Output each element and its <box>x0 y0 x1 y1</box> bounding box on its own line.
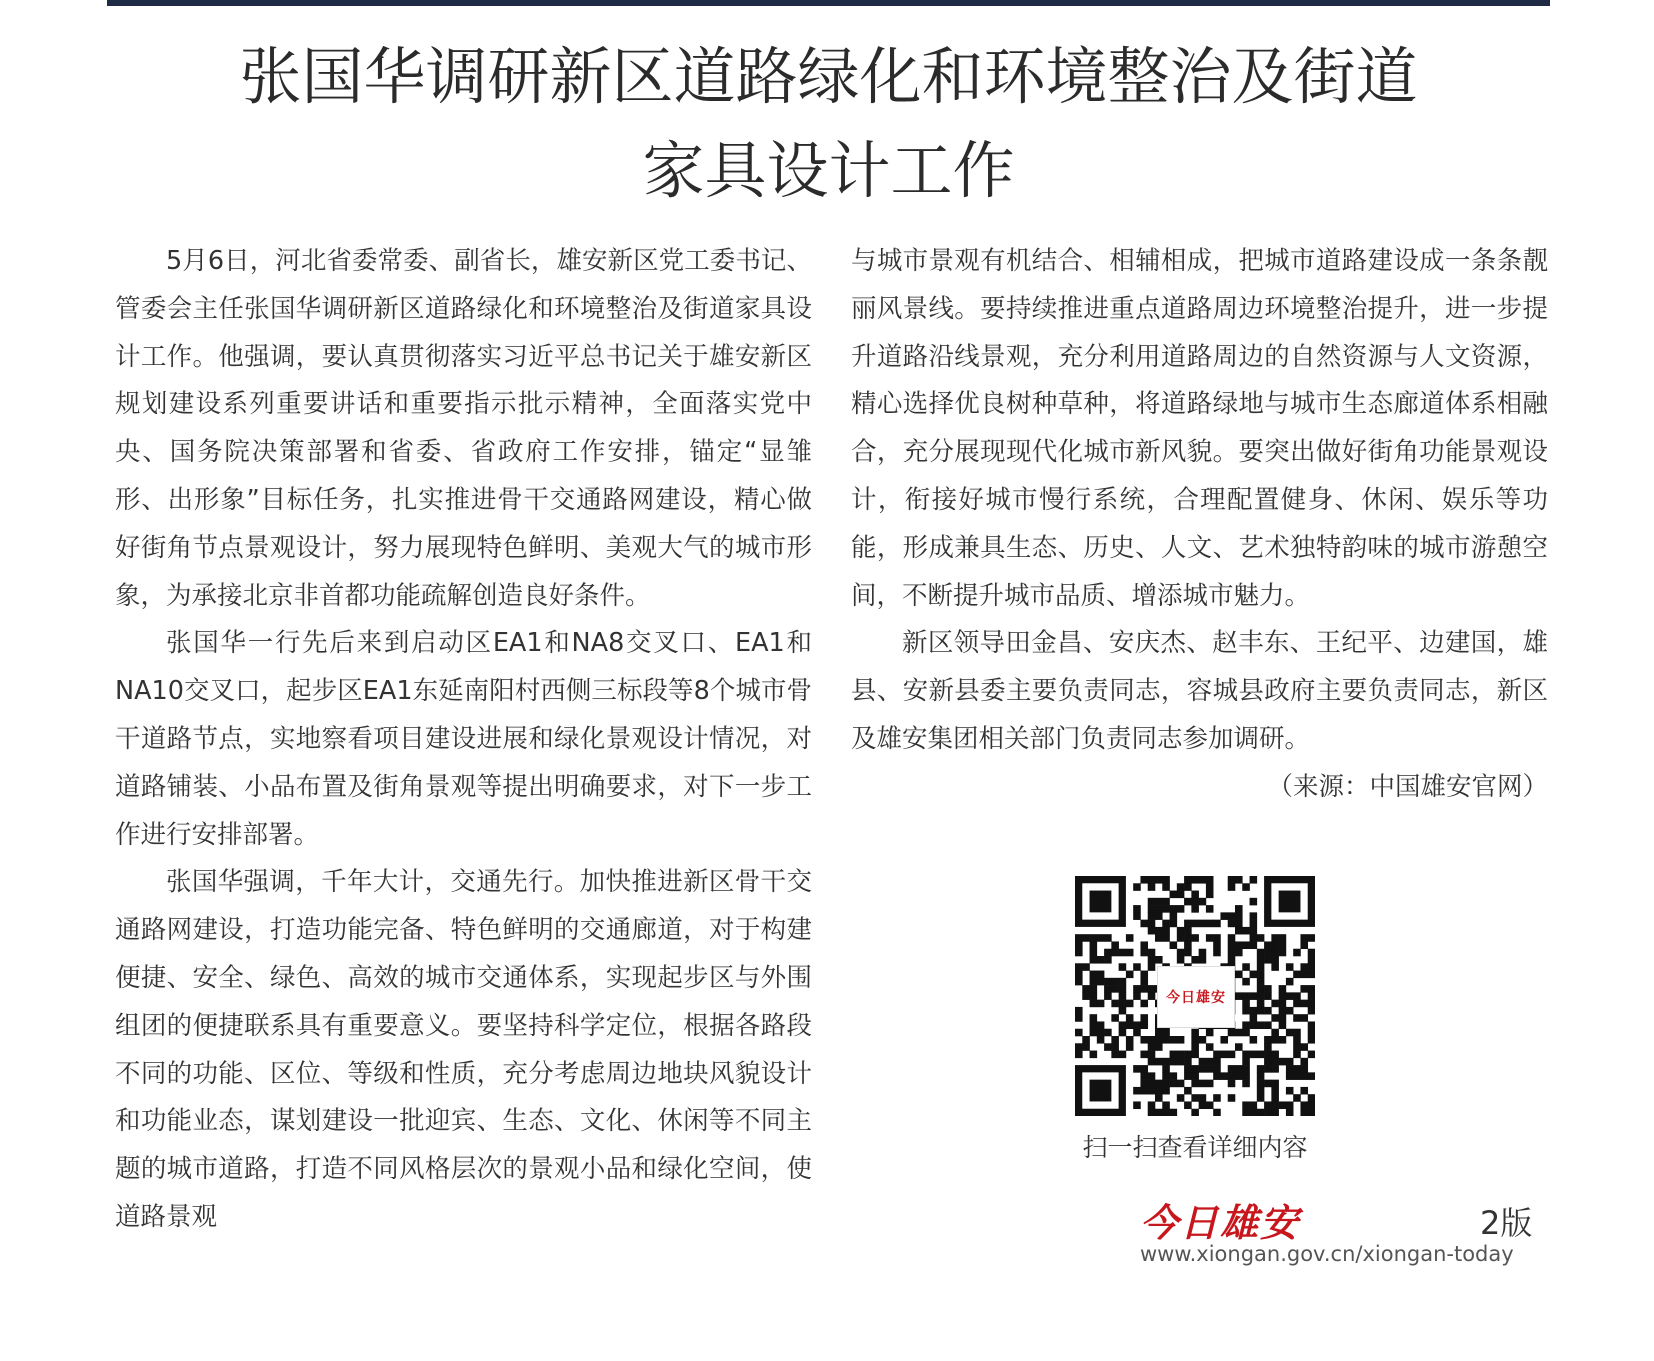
qr-center-logo: 今日雄安 <box>1157 966 1235 1028</box>
paragraph-4: 新区领导田金昌、安庆杰、赵丰东、王纪平、边建国，雄县、安新县委主要负责同志，容城县政府主要负责同志，新区及雄安集团相关部门负责同志参加调研。 <box>851 628 1548 754</box>
headline <box>107 30 1550 218</box>
qr-code[interactable] <box>1075 876 1315 1116</box>
paragraph-3-continued: 与城市景观有机结合、相辅相成，把城市道路建设成一条条靓丽风景线。要持续推进重点道路周边环境整治提升，进一步提升道路沿线景观，充分利用道路周边的自然资源与人文资源，精心选择优良树种草种，将道路绿地与城市生态廊道体系相融合，充分展现现代化城市新风貌。要突出做好街角功能景观设计，衔接好城市慢行系统，合理配置健身、休闲、娱乐等功能，形成兼具生态、历史、人文、艺术独特韵味的城市游憩空间，不断提升城市品质、增添城市魅力。 <box>851 246 1548 611</box>
headline-line-1: 张国华调研新区道路绿化和环境整治及街道 <box>239 40 1418 113</box>
top-rule <box>107 0 1550 6</box>
article-right-column <box>851 238 1548 812</box>
page-number: 2版 <box>1480 1204 1533 1242</box>
site-url[interactable]: www.xiongan.gov.cn/xiongan-today <box>1140 1242 1514 1266</box>
paragraph-3: 张国华强调，千年大计，交通先行。加快推进新区骨干交通路网建设，打造功能完备、特色鲜明的交通廊道，对于构建便捷、安全、绿色、高效的城市交通体系，实现起步区与外围组团的便捷联系具有重要意义。要坚持科学定位，根据各路段不同的功能、区位、等级和性质，充分考虑周边地块风貌设计和功能业态，谋划建设一批迎宾、生态、文化、休闲等不同主题的城市道路，打造不同风格层次的景观小品和绿化空间，使道路景观 <box>115 867 812 1232</box>
paragraph-2: 张国华一行先后来到启动区EA1和NA8交叉口、EA1和NA10交叉口，起步区EA1东延南阳村西侧三标段等8个城市骨干道路节点，实地察看项目建设进展和绿化景观设计情况，对道路铺装、小品布置及街角景观等提出明确要求，对下一步工作进行安排部署。 <box>115 628 812 850</box>
paragraph-1: 5月6日，河北省委常委、副省长，雄安新区党工委书记、管委会主任张国华调研新区道路绿化和环境整治及街道家具设计工作。他强调，要认真贯彻落实习近平总书记关于雄安新区规划建设系列重要讲话和重要指示批示精神，全面落实党中央、国务院决策部署和省委、省政府工作安排，锚定“显雏形、出形象”目标任务，扎实推进骨干交通路网建设，精心做好街角节点景观设计，努力展现特色鲜明、美观大气的城市形象，为承接北京非首都功能疏解创造良好条件。 <box>115 246 812 611</box>
qr-caption: 扫一扫查看详细内容 <box>1082 1133 1308 1162</box>
headline-line-2: 家具设计工作 <box>642 134 1015 207</box>
article-left-column <box>115 238 812 1242</box>
brand-logo: 今日雄安 <box>1140 1200 1301 1245</box>
article-source: （来源：中国雄安官网） <box>1267 771 1548 802</box>
